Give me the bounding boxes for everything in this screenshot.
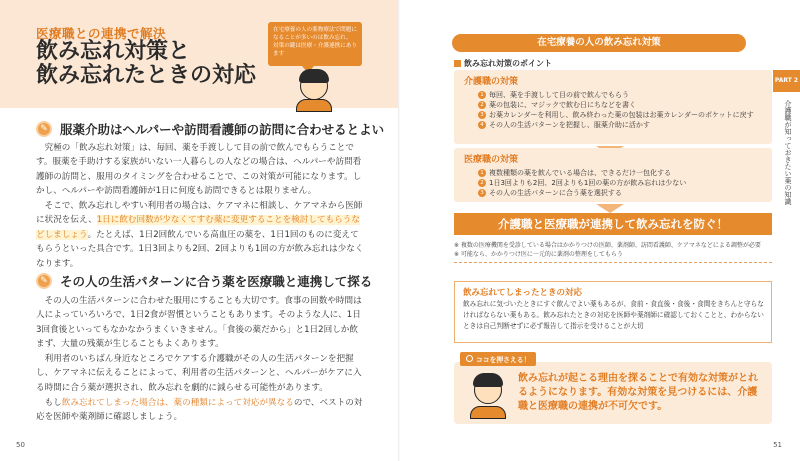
caregiver-illustration [292, 68, 336, 112]
section-1-paragraph-1: 究極の「飲み忘れ対策」は、毎回、薬を手渡しして目の前で飲んでもらうことです。服薬を手助けする家族がいない一人暮らしの人などの場合は、ヘルパーや訪問看護師の訪問と、服用のタイミングを合わせることで、この対策が可能になります。しかし、ヘルパーや訪問看護師が1日に何度も訪問できるとは限りません。 [36, 143, 362, 197]
right-title-bar: 在宅療養の人の飲み忘れ対策 [452, 34, 746, 52]
list-item: 1 複数種類の薬を飲んでいる場合は、できるだけ一包化する [478, 168, 772, 178]
section-2-title: その人の生活パターンに合う薬を医療職と連携して探る [60, 274, 373, 289]
number-badge: 3 [478, 111, 486, 119]
page-title [36, 40, 256, 88]
part-tab: PART 2 [773, 70, 800, 92]
list-item: 2 薬の包装に、マジックで飲む日にちなどを書く [478, 100, 772, 110]
title-line-2: 飲み忘れたときの対応 [36, 63, 257, 88]
care-worker-panel [454, 70, 772, 144]
page-number-right: 51 [773, 441, 782, 449]
list-item: 3 お薬カレンダーを利用し、飲み終わった薬の包装はお薬カレンダーのポケットに戻す [478, 110, 772, 120]
missed-dose-text: 飲み忘れに気づいたときにすぐ飲んでよい薬もあるが、食前・食直後・食後・食間をきちんと守らなければならない薬もある。飲み忘れたときの対応を医師や薬剤師に確認しておくことと、わからないときは自己判断せずに必ず報告して指示を受けることが大切 [463, 300, 764, 330]
section-2-paragraph-2: 利用者のいちばん身近なところでケアする介護職がその人の生活パターンを把握し、ケアマネに伝えることによって、利用者の生活パターンと、ヘルパーがケアに入る時間に合う薬が選択され、飲み忘れを劇的に減らせる可能性があります。 [36, 354, 362, 393]
number-badge: 1 [478, 169, 486, 177]
square-bullet-icon [454, 60, 461, 67]
list-item: 4 その人の生活パターンを把握し、服薬介助に活かす [478, 120, 772, 130]
section-2-heading [36, 272, 372, 290]
down-arrow-icon [596, 204, 624, 213]
points-label: 飲み忘れ対策のポイント [454, 58, 552, 69]
list-item: 1 毎回、薬を手渡しして目の前で飲んでもらう [478, 90, 772, 100]
medical-panel [454, 148, 772, 202]
page-number-left: 50 [16, 441, 25, 449]
pill-icon: ✎ [36, 121, 52, 137]
list-item: 2 1日3回よりも2回、2回よりも1回の薬の方が飲み忘れは少ない [478, 178, 772, 188]
number-badge: 2 [478, 179, 486, 187]
notes [454, 241, 774, 259]
highlight-text: 1日に飲む回数が少なくてすむ薬に変更することを検討してもらうなどしましょう [36, 215, 360, 240]
list-item: 3 その人の生活パターンに合う薬を選択する [478, 188, 772, 198]
section-1-heading [36, 120, 384, 138]
number-badge: 2 [478, 101, 486, 109]
medical-panel-title: 医療職の対策 [464, 155, 519, 165]
number-badge: 3 [478, 189, 486, 197]
chapter-side-label: 介護職が知っておきたい薬の知識 [784, 100, 792, 205]
title-line-1: 飲み忘れ対策と [36, 39, 191, 64]
speech-callout: 在宅療養の人の薬物療法で問題になることが多いのは飲み忘れ。対策の鍵は医療・介護連携にあります [268, 22, 362, 66]
collaboration-banner: 介護職と医療職が連携して飲み忘れを防ぐ！ [454, 213, 772, 235]
section-1-paragraph-2: そこで、飲み忘れしやすい利用者の場合は、ケアマネに相談し、ケアマネから医師に状況を伝え、1日に飲む回数が少なくてすむ薬に変更することを検討してもらうなどしましょう。たとえば、1日2回飲んでいる高血圧の薬を、1日1回のものに変えてもらうといった具合です。1日3回よりも2回、2回よりも1回の方が飲み忘れは少なくなります。 [36, 201, 364, 269]
key-point-text: 飲み忘れが起こる理由を探ることで有効な対策がとれるようになります。有効な対策を見つけるには、介護職と医療職の連携が不可欠です。 [518, 373, 758, 412]
missed-dose-title: 飲み忘れてしまったときの対応 [463, 288, 583, 298]
kicker: 医療職との連携で解決 [36, 26, 167, 41]
note-2: ※ 可能なら、かかりつけ医に一元的に薬剤の整理をしてもらう [454, 251, 623, 258]
section-2-paragraph-3: もし飲み忘れてしまった場合は、薬の種類によって対応が異なるので、ベストの対応を医師や薬剤師に確認しましょう。 [36, 398, 363, 423]
key-point-tag: ココを押さえる！ [460, 352, 536, 366]
divider [454, 262, 772, 263]
section-2-paragraph-1: その人の生活パターンに合わせた服用にすることも大切です。食事の回数や時間は人によっていろいろで、1日2食が習慣ということもあります。そのような人に、1日3回食後といってもなかなかうまくいきません。「食後の薬だから」と1日2回しか飲まず、大量の残薬が生じることもよくあります。 [36, 296, 362, 350]
section-1-title: 服薬介助はヘルパーや訪問看護師の訪問に合わせるとよい [60, 122, 385, 137]
missed-dose-box [454, 281, 772, 343]
key-point-box [454, 362, 772, 424]
number-badge: 4 [478, 121, 486, 129]
caregiver-illustration [466, 368, 510, 422]
care-panel-title: 介護職の対策 [464, 77, 519, 87]
pill-icon: ✎ [36, 273, 52, 289]
number-badge: 1 [478, 91, 486, 99]
highlight-text: 飲み忘れてしまった場合は、薬の種類によって対応が異なる [61, 398, 294, 408]
note-1: ※ 複数の医療機関を受診している場合はかかりつけの医師、薬剤師、訪問看護師、ケアマネなどによる調整が必要 [454, 242, 761, 249]
